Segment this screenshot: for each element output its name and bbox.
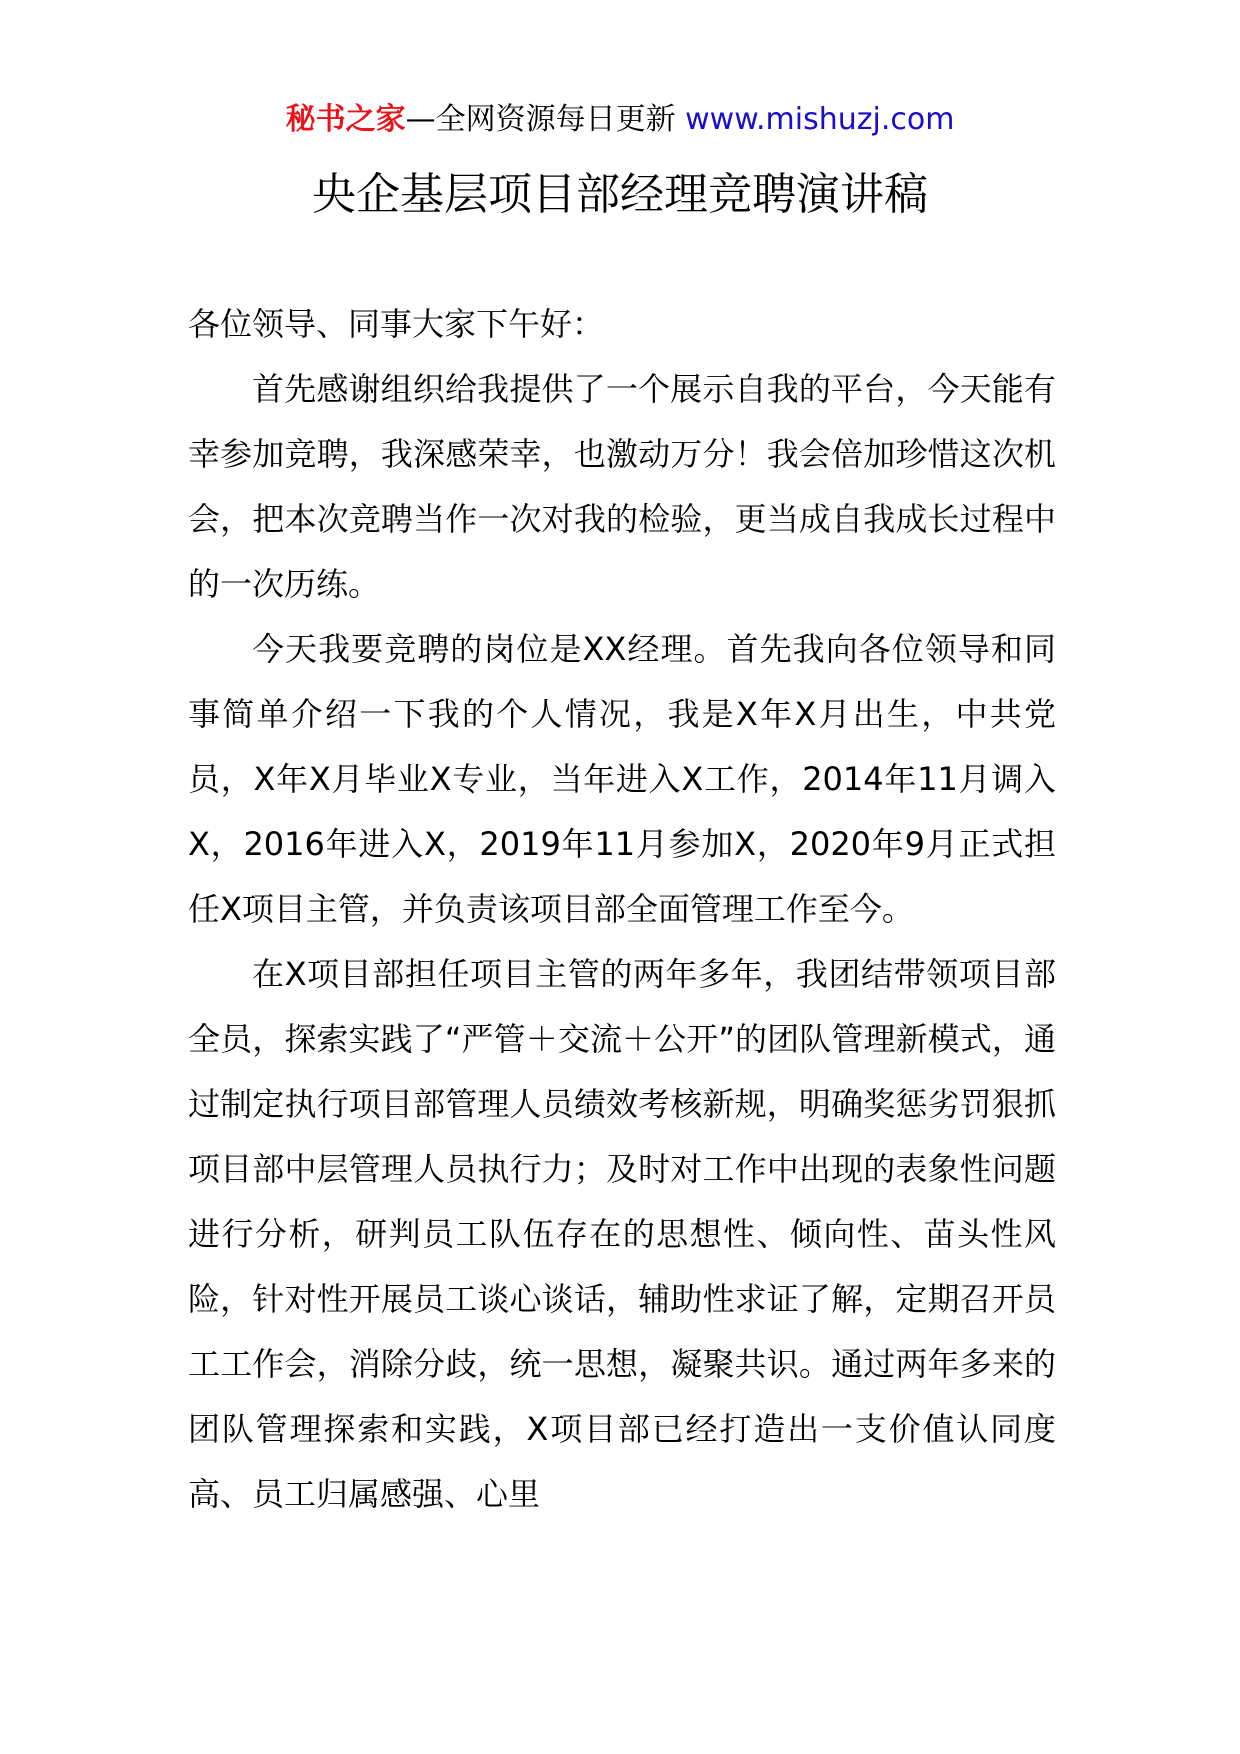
paragraph-3: 在X项目部担任项目主管的两年多年，我团结带领项目部全员，探索实践了“严管＋交流＋公开”的团队管理新模式，通过制定执行项目部管理人员绩效考核新规，明确奖惩劣罚狠抓项目部中层管理人员执行力；及时对工作中出现的表象性问题进行分析，研判员工队伍存在的思想性、倾向性、苗头性风险，针对性开展员工谈心谈话，辅助性求证了解，定期召开员工工作会，消除分歧，统一思想，凝聚共识。通过两年多来的团队管理探索和实践，X项目部已经打造出一支价值认同度高、员工归属感强、心里 [188, 955, 1056, 1513]
paragraph-1: 首先感谢组织给我提供了一个展示自我的平台，今天能有幸参加竞聘，我深感荣幸，也激动万分！我会倍加珍惜这次机会，把本次竞聘当作一次对我的检验，更当成自我成长过程中的一次历练。 [188, 370, 1056, 603]
site-url-link[interactable]: www.mishuzj.com [685, 102, 955, 137]
paragraph-2: 今天我要竞聘的岗位是XX经理。首先我向各位领导和同事简单介绍一下我的个人情况，我是X年X月出生，中共党员，X年X月毕业X专业，当年进入X工作，2014年11月调入X，2016年进入X，2019年11月参加X，2020年9月正式担任X项目主管，并负责该项目部全面管理工作至今。 [188, 630, 1056, 928]
salutation: 各位领导、同事大家下午好： [188, 305, 605, 343]
document-title: 央企基层项目部经理竞聘演讲稿 [312, 169, 928, 220]
site-header [0, 100, 1240, 140]
site-brand: 秘书之家 [285, 102, 406, 137]
site-slogan: —全网资源每日更新 [405, 102, 686, 137]
document-body [188, 292, 1056, 1527]
